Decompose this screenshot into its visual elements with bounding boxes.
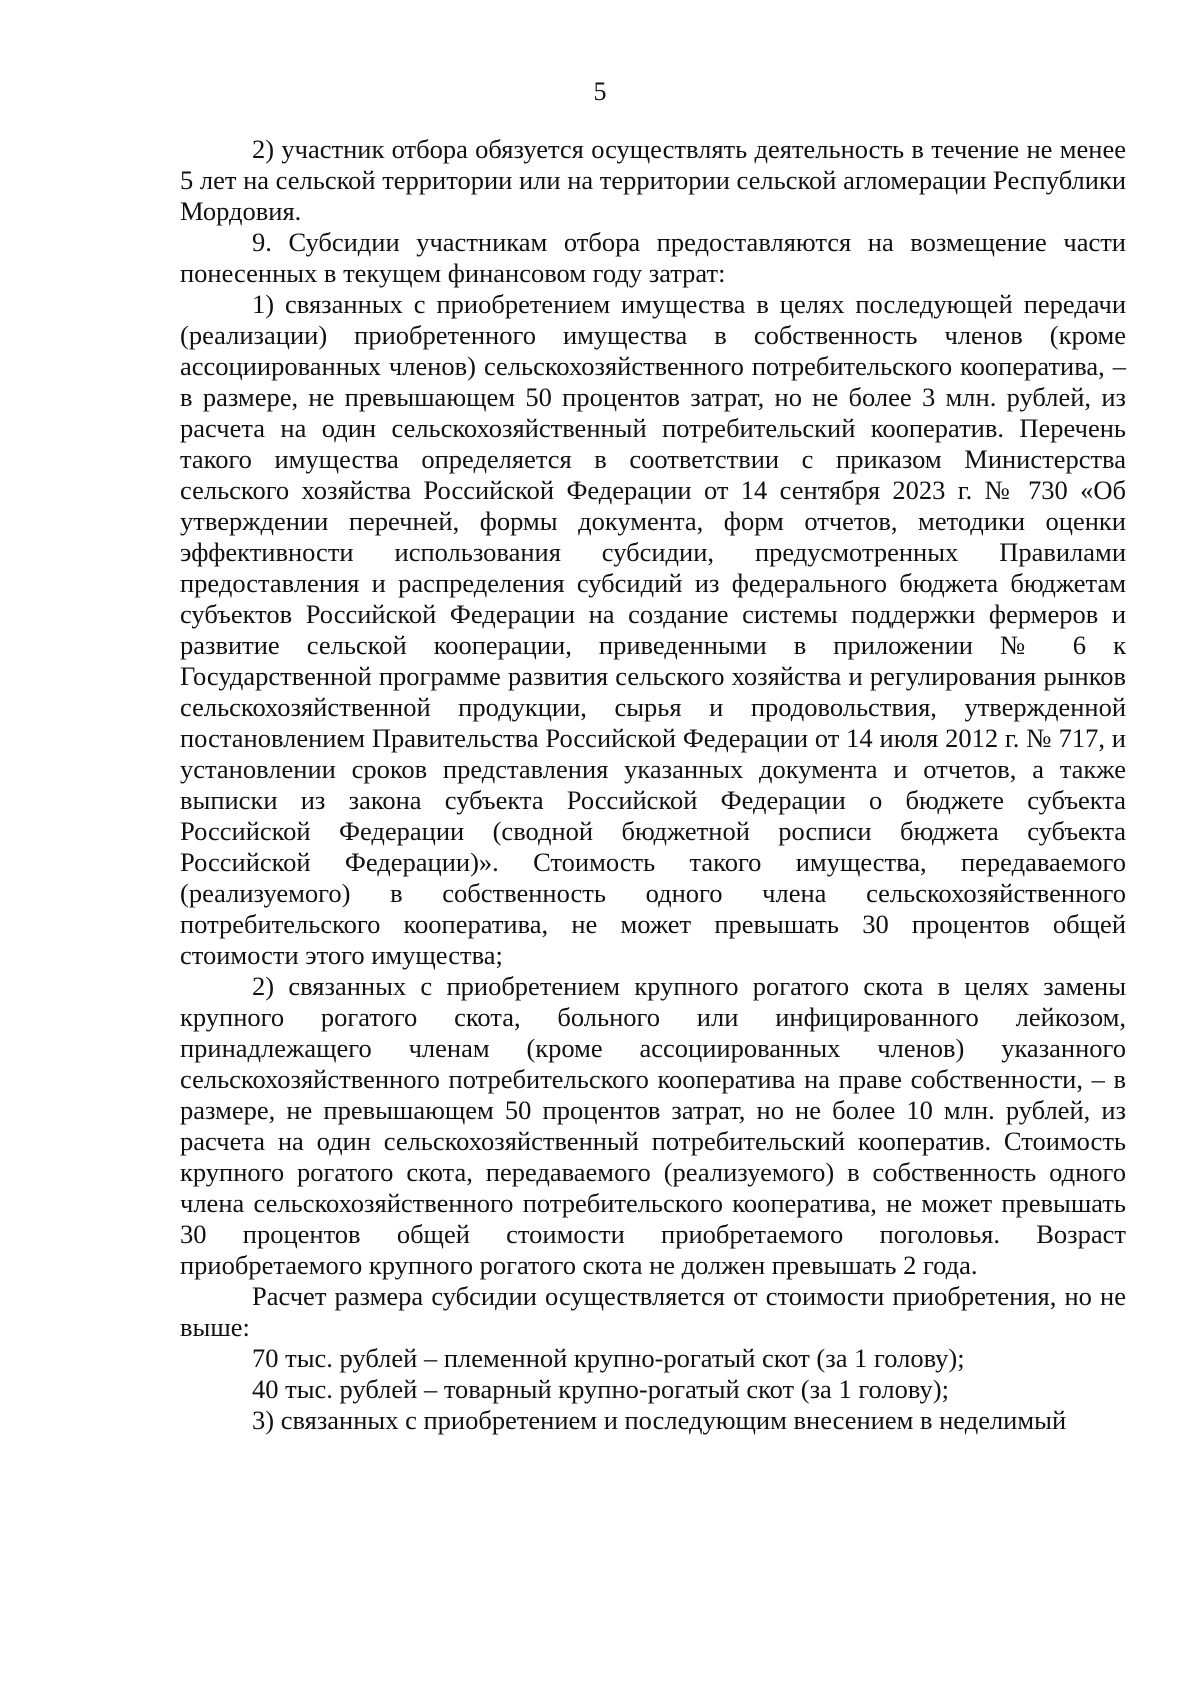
paragraph-subitem-3: 3) связанных с приобретением и последующим внесением в неделимый [252, 1405, 1067, 1435]
paragraph-commercial-cattle-rate: 40 тыс. рублей – товарный крупно-рогатый скот (за 1 голову); [252, 1374, 949, 1404]
paragraph-item-9: 9. Субсидии участникам отбора предоставляются на возмещение части понесенных в текущем финансовом году затрат: [180, 227, 1126, 288]
page-number: 5 [593, 77, 607, 106]
paragraph-subitem-1: 1) связанных с приобретением имущества в целях последующей передачи (реализации) приобретенного имущества в собственность членов (кроме ассоциированных членов) сельскохозяйственного потребительского кооператива, – в размере, не превышающем 50 процентов затрат, но не более 3 млн. рублей, из расчета на один сельскохозяйственный потребительский кооператив. Перечень такого имущества определяется в соответствии с приказом Министерства сельского хозяйства Российской Федерации от 14 сентября 2023 г. № 730 «Об утверждении перечней, формы документа, форм отчетов, методики оценки эффективности использования субсидии, предусмотренных Правилами предоставления и распределения субсидий из федерального бюджета бюджетам субъектов Российской Федерации на создание системы поддержки фермеров и развитие сельской кооперации, приведенными в приложении № 6 к Государственной программе развития сельского хозяйства и регулирования рынков сельскохозяйственной продукции, сырья и продовольствия, утвержденной постановлением Правительства Российской Федерации от 14 июля 2012 г. № 717, и установлении сроков представления указанных документа и отчетов, а также выписки из закона субъекта Российской Федерации о бюджете субъекта Российской Федерации (сводной бюджетной росписи бюджета субъекта Российской Федерации)». Стоимость такого имущества, передаваемого (реализуемого) в собственность одного члена сельскохозяйственного потребительского кооператива, не может превышать 30 процентов общей стоимости этого имущества; [180, 289, 1126, 970]
paragraph-breeding-cattle-rate: 70 тыс. рублей – племенной крупно-рогатый скот (за 1 голову); [252, 1343, 965, 1373]
paragraph-subsidy-calculation: Расчет размера субсидии осуществляется от стоимости приобретения, но не выше: [180, 1281, 1126, 1342]
paragraph-subitem-2: 2) связанных с приобретением крупного рогатого скота в целях замены крупного рогатого скота, больного или инфицированного лейкозом, принадлежащего членам (кроме ассоциированных членов) указанного сельскохозяйственного потребительского кооператива на праве собственности, – в размере, не превышающем 50 процентов затрат, но не более 10 млн. рублей, из расчета на один сельскохозяйственный потребительский кооператив. Стоимость крупного рогатого скота, передаваемого (реализуемого) в собственность одного члена сельскохозяйственного потребительского кооператива, не может превышать 30 процентов общей стоимости приобретаемого поголовья. Возраст приобретаемого крупного рогатого скота не должен превышать 2 года. [180, 971, 1126, 1280]
document-body [180, 134, 1126, 1436]
paragraph-participant-obligation: 2) участник отбора обязуется осуществлять деятельность в течение не менее 5 лет на сельской территории или на территории сельской агломерации Республики Мордовия. [180, 134, 1126, 226]
